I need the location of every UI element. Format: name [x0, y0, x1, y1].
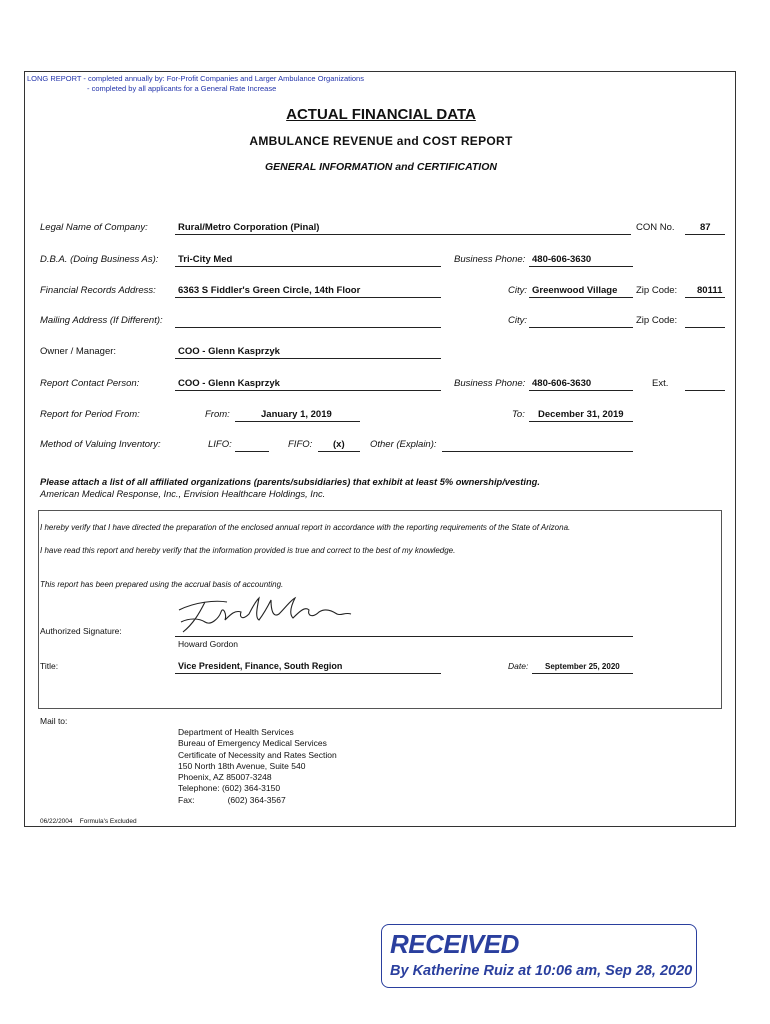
contact-label: Report Contact Person:: [40, 378, 140, 389]
other-label: Other (Explain):: [370, 439, 437, 450]
inventory-label: Method of Valuing Inventory:: [40, 439, 161, 450]
header-note-1: LONG REPORT - completed annually by: For-Profit Companies and Larger Ambulance Organizations: [27, 74, 364, 83]
financial-records-label: Financial Records Address:: [40, 285, 156, 296]
report-title: AMBULANCE REVENUE and COST REPORT: [249, 134, 513, 148]
title-value: Vice President, Finance, South Region: [178, 661, 343, 671]
contact-phone-line: [529, 390, 633, 391]
legal-name-value: Rural/Metro Corporation (Pinal): [178, 222, 320, 233]
from-line: [235, 421, 360, 422]
section-title: GENERAL INFORMATION and CERTIFICATION: [265, 161, 497, 173]
fifo-line: [318, 451, 360, 452]
zip-label: Zip Code:: [636, 285, 678, 296]
lifo-label: LIFO:: [208, 439, 232, 450]
financial-records-line: [175, 297, 441, 298]
con-label: CON No.: [636, 222, 675, 233]
period-label: Report for Period From:: [40, 409, 140, 420]
con-line: [685, 234, 725, 235]
certification-box: [38, 510, 722, 709]
certification-line-3: This report has been prepared using the accrual basis of accounting.: [40, 580, 284, 589]
con-value: 87: [700, 222, 711, 233]
from-label: From:: [205, 409, 230, 420]
business-phone-value: 480-606-3630: [532, 254, 592, 265]
from-value: January 1, 2019: [261, 409, 332, 420]
footer-note: 06/22/2004 Formula's Excluded: [40, 818, 137, 825]
dba-label: D.B.A. (Doing Business As):: [40, 254, 159, 265]
signature-line: [175, 636, 633, 637]
date-value: September 25, 2020: [545, 662, 620, 671]
other-line: [442, 451, 633, 452]
dba-value: Tri-City Med: [178, 254, 233, 265]
business-phone-line: [529, 266, 633, 267]
to-value: December 31, 2019: [538, 409, 624, 420]
contact-value: COO - Glenn Kasprzyk: [178, 378, 280, 389]
mailing-label: Mailing Address (If Different):: [40, 315, 163, 326]
zip-value: 80111: [697, 285, 723, 296]
contact-phone-label: Business Phone:: [454, 378, 526, 389]
business-phone-label: Business Phone:: [454, 254, 526, 265]
owner-value: COO - Glenn Kasprzyk: [178, 346, 280, 357]
affiliates-value: American Medical Response, Inc., Envision Healthcare Holdings, Inc.: [40, 489, 326, 499]
date-label: Date:: [508, 661, 529, 671]
legal-name-label: Legal Name of Company:: [40, 222, 148, 233]
address-line: Phoenix, AZ 85007-3248: [178, 772, 272, 783]
mailing-line: [175, 327, 441, 328]
page-title: ACTUAL FINANCIAL DATA: [286, 106, 476, 123]
dba-line: [175, 266, 441, 267]
contact-phone-value: 480-606-3630: [532, 378, 592, 389]
mail-to-address: [178, 727, 337, 806]
financial-records-value: 6363 S Fiddler's Green Circle, 14th Floor: [178, 285, 361, 296]
address-line: Fax: (602) 364-3567: [178, 794, 286, 805]
date-line: [532, 673, 633, 674]
contact-line: [175, 390, 441, 391]
address-line: Telephone: (602) 364-3150: [178, 783, 281, 794]
header-note-2: - completed by all applicants for a General Rate Increase: [87, 84, 277, 93]
title-label: Title:: [40, 661, 59, 671]
ext-line: [685, 390, 725, 391]
zip-line: [685, 297, 725, 298]
stamp-subtitle: By Katherine Ruiz at 10:06 am, Sep 28, 2020: [390, 963, 693, 979]
legal-name-line: [175, 234, 631, 235]
fifo-value: (x): [333, 439, 345, 450]
signature-label: Authorized Signature:: [40, 626, 122, 636]
lifo-line: [235, 451, 269, 452]
to-label: To:: [512, 409, 525, 420]
mailing-city-line: [529, 327, 633, 328]
address-line: 150 North 18th Avenue, Suite 540: [178, 760, 306, 771]
city-value: Greenwood Village: [532, 285, 618, 296]
certification-line-2: I have read this report and hereby verify that the information provided is true and correct to the best of my knowledge.: [40, 546, 456, 555]
address-line: Certificate of Necessity and Rates Section: [178, 749, 337, 760]
mail-to-label: Mail to:: [40, 716, 68, 726]
owner-label: Owner / Manager:: [40, 346, 117, 357]
address-line: Department of Health Services: [178, 727, 294, 737]
mailing-zip-label: Zip Code:: [636, 315, 678, 326]
ext-label: Ext.: [652, 378, 669, 389]
title-line: [175, 673, 441, 674]
city-line: [529, 297, 633, 298]
signer-name: Howard Gordon: [178, 639, 239, 649]
owner-line: [175, 358, 441, 359]
certification-line-1: I hereby verify that I have directed the preparation of the enclosed annual report in accordance with the reporting requirements of the State of Arizona.: [40, 523, 571, 532]
mailing-city-label: City:: [508, 315, 527, 326]
to-line: [529, 421, 633, 422]
affiliates-instruction: Please attach a list of all affiliated organizations (parents/subsidiaries) that exhibit at least 5% ownership/vesting.: [40, 477, 540, 487]
mailing-zip-line: [685, 327, 725, 328]
stamp-title: RECEIVED: [390, 929, 519, 959]
fifo-label: FIFO:: [288, 439, 313, 450]
signature-image: [175, 592, 355, 634]
address-line: Bureau of Emergency Medical Services: [178, 738, 327, 749]
city-label: City:: [508, 285, 527, 296]
